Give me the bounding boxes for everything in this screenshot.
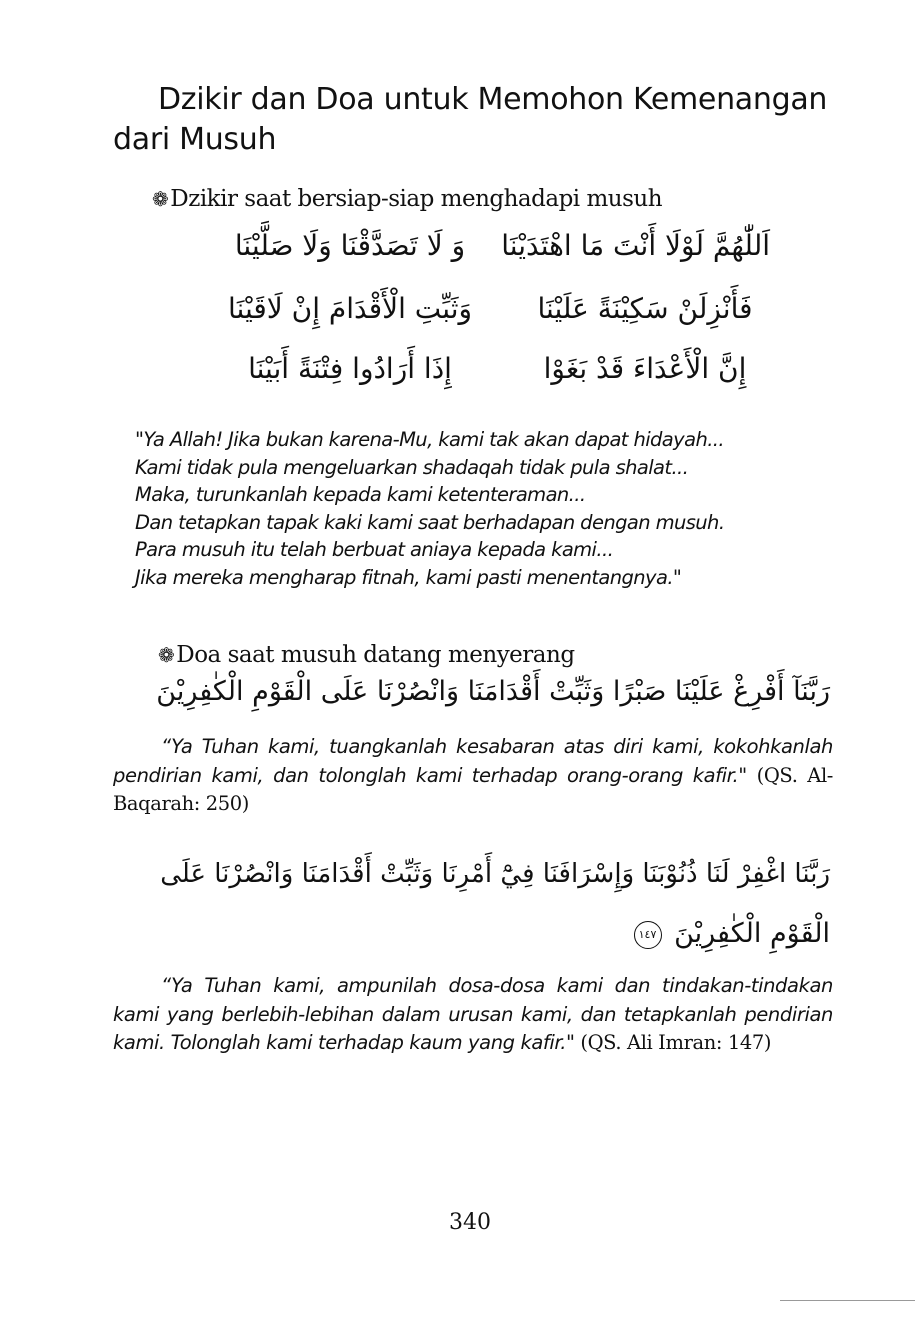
arabic-couplet-2-left: وَثَبِّتِ الْأَقْدَامَ إِنْ لَاقَيْنَا xyxy=(227,292,473,325)
flower-icon: ❁ xyxy=(152,187,169,211)
arabic-doa-2-line2-text: الْقَوْمِ الْكٰفِرِيْنَ xyxy=(674,918,830,949)
scan-edge-line xyxy=(780,1300,915,1301)
doa-2-reference: (QS. Ali Imran: 147) xyxy=(580,1031,772,1054)
flower-icon: ❁ xyxy=(158,643,175,667)
doa-2-translation-text: “Ya Tuhan kami, ampunilah dosa-dosa kami dan tindakan-tindakan kami yang berlebih-lebihan dalam urusan kami, dan tetapkanlah pendirian kami. Tolonglah kami terhadap kaum yang kafir." xyxy=(113,974,833,1054)
translation-line: Para musuh itu telah berbuat aniaya kepada kami... xyxy=(135,538,614,561)
translation-line: Kami tidak pula mengeluarkan shadaqah tidak pula shalat... xyxy=(135,455,689,479)
ayah-end-marker: ١٤٧ xyxy=(634,921,662,949)
arabic-couplet-1-left: وَ لَا تَصَدَّقْنَا وَلَا صَلَّيْنَا xyxy=(234,229,466,262)
section-heading-doa xyxy=(158,640,575,670)
arabic-couplet-2-right: فَأَنْزِلَنْ سَكِيْنَةً عَلَيْنَا xyxy=(537,292,753,325)
translation-line: Dan tetapkan tapak kaki kami saat berhadapan dengan musuh. xyxy=(135,510,725,534)
page-title: Dzikir dan Doa untuk Memohon Kemenangan dari Musuh xyxy=(113,82,828,157)
doa-1-translation xyxy=(113,733,833,819)
arabic-doa-2-line1: رَبَّنَا اغْفِرْ لَنَا ذُنُوْبَنَا وَإِسْرَافَنَا فِيْٓ أَمْرِنَا وَثَبِّتْ أَقْدَامَنَا وَانْصُرْنَا عَلَى xyxy=(160,859,830,889)
doa-1-reference: (QS. Al-Baqarah: 250) xyxy=(113,763,833,815)
page-number: 340 xyxy=(449,1210,491,1235)
section-heading-doa-text: Doa saat musuh datang menyerang xyxy=(176,642,575,668)
arabic-couplet-3-right: إِنَّ الْأَعْدَاءَ قَدْ بَغَوْا xyxy=(543,352,747,385)
arabic-couplet-1-right: اَللّٰهُمَّ لَوْلَا أَنْتَ مَا اهْتَدَيْنَا xyxy=(501,229,770,262)
doa-2-translation xyxy=(113,972,833,1058)
section-heading-dzikir xyxy=(152,184,662,214)
translation-line: Maka, turunkanlah kepada kami ketenteraman... xyxy=(135,483,586,506)
section-heading-dzikir-text: Dzikir saat bersiap-siap menghadapi musuh xyxy=(170,186,663,212)
arabic-couplet-3-left: إِذَا أَرَادُوا فِتْنَةً أَبَيْنَا xyxy=(248,352,452,385)
dzikir-translation xyxy=(135,426,835,591)
arabic-doa-1: رَبَّنَآ أَفْرِغْ عَلَيْنَا صَبْرًا وَثَبِّتْ أَقْدَامَنَا وَانْصُرْنَا عَلَى الْقَوْمِ الْكٰفِرِيْنَ xyxy=(156,676,830,707)
arabic-doa-2-line2 xyxy=(480,912,830,956)
translation-line: "Ya Allah! Jika bukan karena-Mu, kami tak akan dapat hidayah... xyxy=(135,428,724,451)
doa-1-translation-text: “Ya Tuhan kami, tuangkanlah kesabaran atas diri kami, kokohkanlah pendirian kami, dan tolonglah kami terhadap orang-orang kafir." xyxy=(113,735,833,787)
translation-line: Jika mereka mengharap fitnah, kami pasti menentangnya." xyxy=(135,565,682,589)
